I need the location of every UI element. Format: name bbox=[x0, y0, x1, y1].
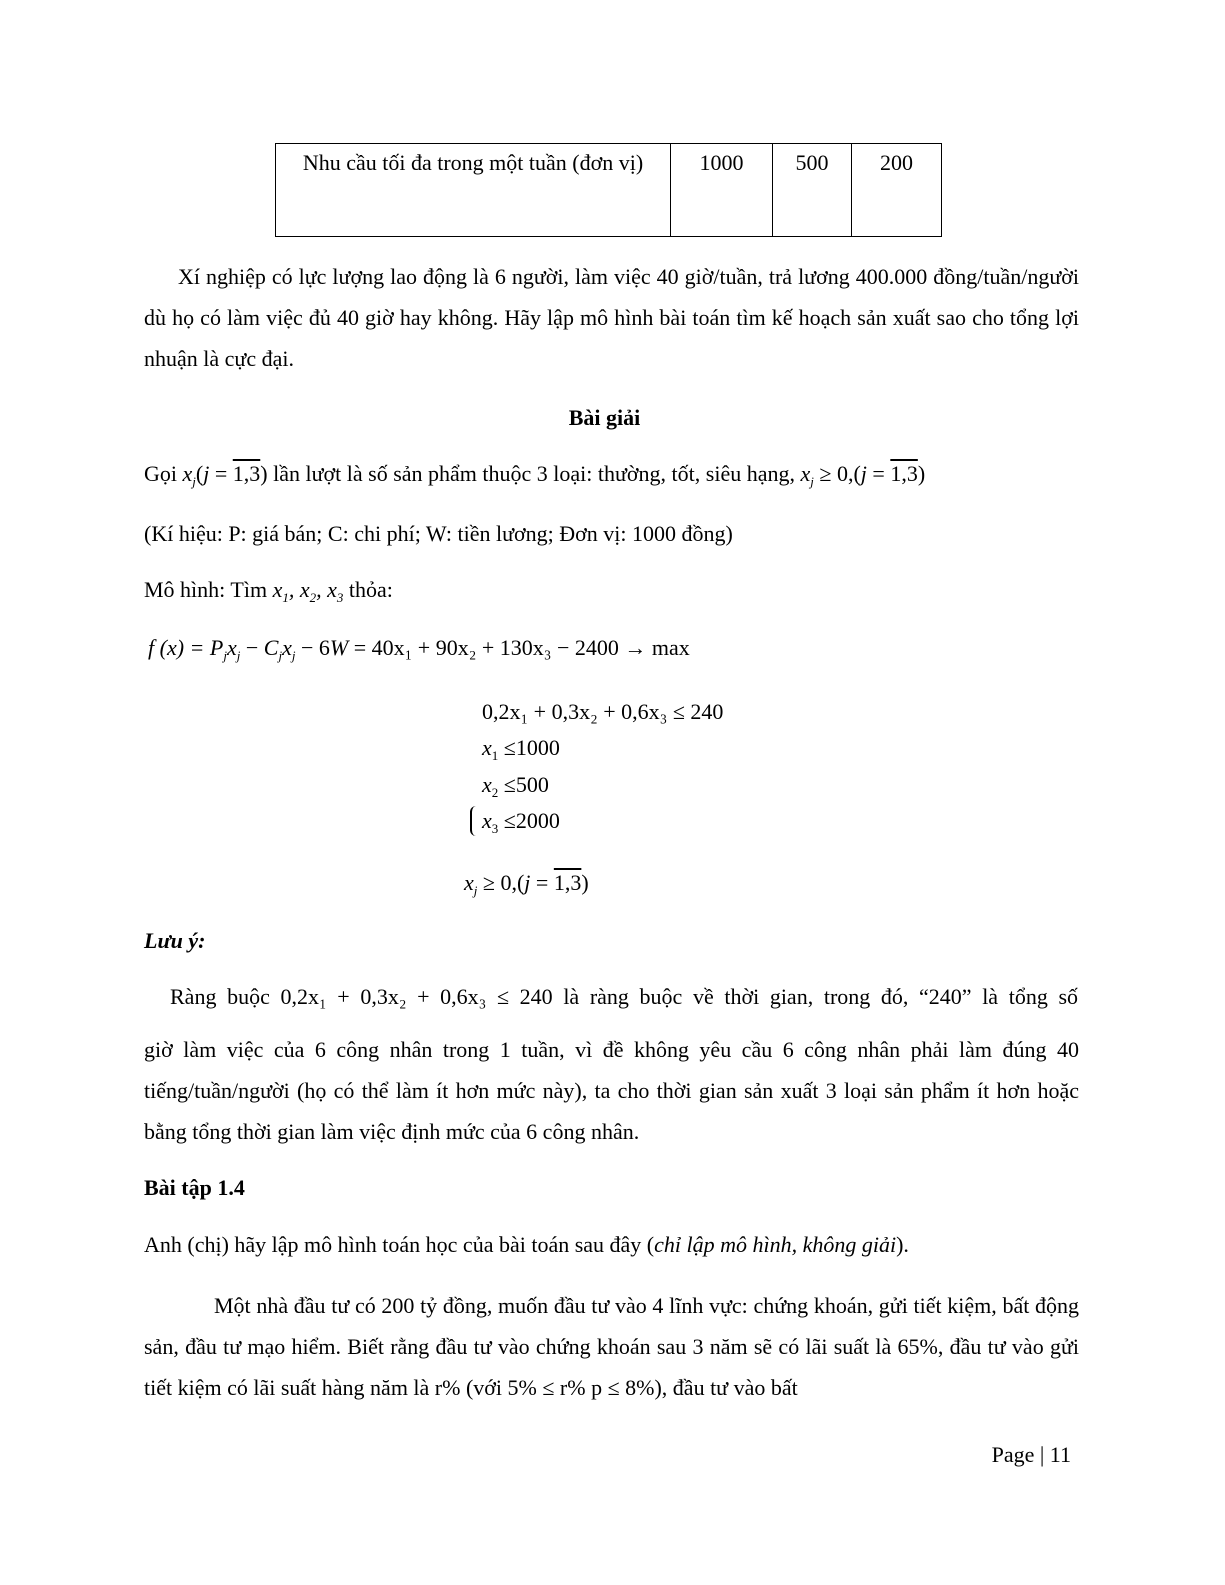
variable-definition bbox=[144, 461, 925, 487]
constraint-2-rhs: ≤1000 bbox=[503, 735, 560, 760]
note-sentence-end: là ràng buộc về thời gian, trong đó, “240” là tổng số bbox=[563, 984, 1079, 1009]
index-range: 1,3 bbox=[232, 461, 261, 486]
intro-paragraph: Xí nghiệp có lực lượng lao động là 6 người, làm việc 40 giờ/tuần, trả lương 400.000 đồng/tuần/người dù họ có làm việc đủ 40 giờ hay không. Hãy lập mô hình bài toán tìm kế hoạch sản xuất sao cho tổng lợi nhuận là cực đại. bbox=[144, 264, 1079, 371]
exercise-body: Một nhà đầu tư có 200 tỷ đồng, muốn đầu tư vào 4 lĩnh vực: chứng khoán, gửi tiết kiệm, bất động sản, đầu tư mạo hiểm. Biết rằng đầu tư vào chứng khoán sau 3 năm sẽ có lãi suất là 65%, đầu tư vào gửi tiết kiệm có lãi suất hàng năm là r% (với 5% ≤ r% p ≤ 8%), đầu tư vào bất bbox=[144, 1293, 1079, 1400]
instruction-start: Anh (chị) hãy lập mô hình toán học của bài toán sau đây ( bbox=[144, 1232, 655, 1257]
objective-lhs: f (x) = P bbox=[148, 635, 224, 660]
instruction-italic: chỉ lập mô hình, không giải bbox=[654, 1232, 897, 1257]
constraint-1: 0,2x₁ + 0,3x₂ + 0,6x₃ ≤ 240 bbox=[482, 699, 724, 724]
index-range: 1,3 bbox=[553, 870, 582, 895]
nonneg-text: ≥ 0,( bbox=[482, 870, 525, 895]
note-constraint: 0,2x₁ + 0,3x₂ + 0,6x₃ ≤ 240 bbox=[280, 984, 553, 1009]
constraint-2: $x_1 \le 1000$ bbox=[482, 735, 560, 763]
variable-def-prefix: Gọi bbox=[144, 461, 177, 486]
exercise-title: Bài tập 1.4 bbox=[144, 1175, 245, 1200]
constraint-nonnegativity: $x_j \ge 0,(j = 1,3)$ bbox=[464, 870, 589, 898]
note-continuation: giờ làm việc của 6 công nhân trong 1 tuần, vì đề không yêu cầu 6 công nhân phải làm đúng 40 tiếng/tuần/người (họ có thể làm ít hơn mức này), ta cho thời gian sản xuất 3 loại sản phẩm ít hơn hoặc bằng tổng thời gian làm việc định mức của 6 công nhân. bbox=[144, 1037, 1079, 1144]
objective-expression: = 40x₁ + 90x₂ + 130x₃ − 2400 → max bbox=[353, 635, 690, 660]
constraint-3: $x_2 \le 500$ bbox=[482, 772, 549, 800]
model-intro-prefix: Mô hình: Tìm bbox=[144, 577, 268, 602]
page-number: Page | 11 bbox=[991, 1442, 1071, 1467]
instruction-end: ). bbox=[896, 1232, 909, 1257]
table-cell-value: 1000 bbox=[671, 144, 773, 237]
note-sentence-start: Ràng buộc bbox=[170, 984, 270, 1009]
constraint-4-rhs: ≤2000 bbox=[503, 808, 560, 833]
model-intro-suffix: thỏa: bbox=[348, 577, 393, 602]
demand-table bbox=[275, 143, 942, 237]
solution-title: Bài giải bbox=[568, 405, 641, 430]
variable-def-text: lần lượt là số sản phẩm thuộc 3 loại: thường, tốt, siêu hạng, bbox=[273, 461, 795, 486]
model-variables: $x_1$, $x_2$, $x_3$ bbox=[272, 577, 344, 605]
table-cell-value: 500 bbox=[773, 144, 852, 237]
notation-line: (Kí hiệu: P: giá bán; C: chi phí; W: tiền lương; Đơn vị: 1000 đồng) bbox=[144, 521, 733, 546]
constraint-4: $x_3 \le 2000$ bbox=[482, 808, 560, 836]
nonnegativity-inline: $x_j \ge 0,(j = 1,3)$ bbox=[800, 461, 926, 489]
index-range: 1,3 bbox=[890, 461, 918, 486]
table-row bbox=[276, 144, 942, 237]
table-cell-value: 200 bbox=[852, 144, 942, 237]
model-intro bbox=[144, 577, 393, 603]
objective-function: f $(x) = P_jx_j - C_jx_j - 6W = 40x_1 + 90x_2 + 130x_3 - 2400 \to \max$ bbox=[148, 635, 690, 663]
note-label: Lưu ý: bbox=[144, 928, 206, 953]
variable-symbol: $x_j(j = 1,3)$ bbox=[182, 461, 268, 489]
exercise-instruction bbox=[144, 1232, 909, 1258]
table-row-label: Nhu cầu tối đa trong một tuần (đơn vị) bbox=[276, 144, 671, 237]
note-first-line bbox=[170, 984, 1078, 1010]
constraint-brace bbox=[470, 806, 480, 836]
constraint-3-rhs: ≤500 bbox=[503, 772, 549, 797]
